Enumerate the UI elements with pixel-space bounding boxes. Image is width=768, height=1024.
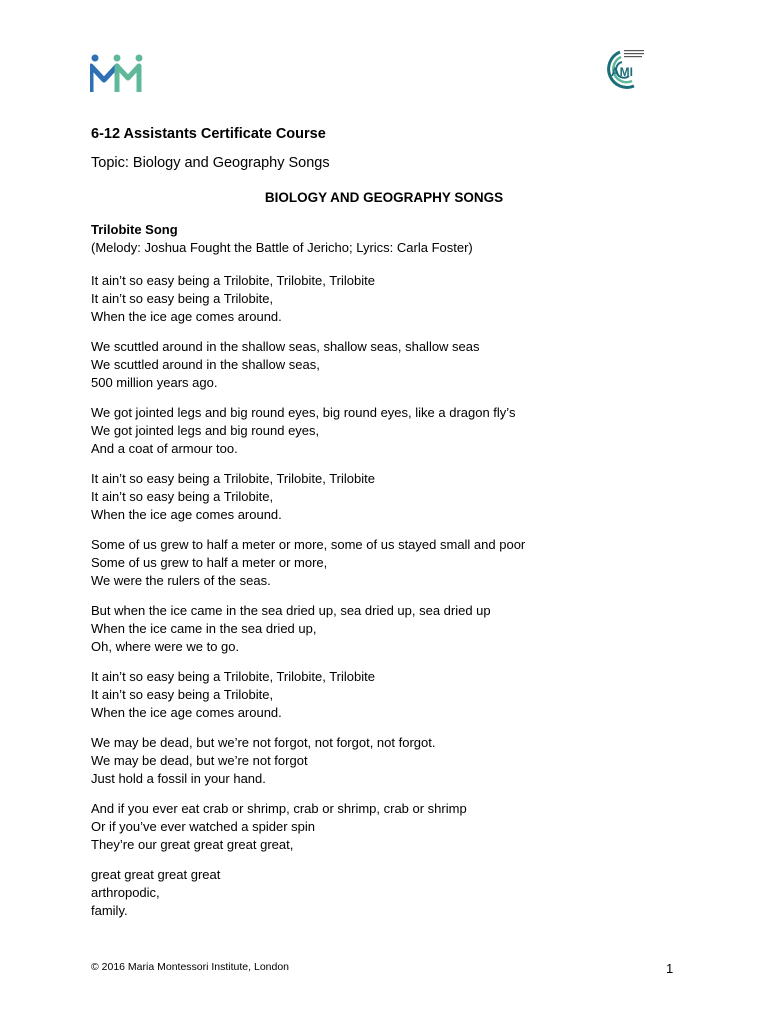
- footer-copyright: © 2016 Maria Montessori Institute, London: [91, 961, 290, 973]
- lyric-line: When the ice age comes around.: [91, 507, 282, 522]
- lyric-line: It ain’t so easy being a Trilobite,: [91, 291, 274, 306]
- lyric-line: And a coat of armour too.: [91, 441, 238, 456]
- song-intro: [91, 221, 691, 257]
- lyric-line: They’re our great great great great,: [91, 837, 294, 852]
- topic-line: Topic: Biology and Geography Songs: [91, 155, 330, 171]
- stanza: [91, 272, 691, 326]
- lyric-line: When the ice age comes around.: [91, 309, 282, 324]
- lyric-line: great great great great: [91, 867, 221, 882]
- lyric-line: We got jointed legs and big round eyes,: [91, 423, 320, 438]
- lyric-line: Some of us grew to half a meter or more, some of us stayed small and poor: [91, 537, 526, 552]
- lyric-line: Or if you’ve ever watched a spider spin: [91, 819, 315, 834]
- stanza: [91, 338, 691, 392]
- stanza: [91, 602, 691, 656]
- stanza: [91, 800, 691, 854]
- song-title: Trilobite Song: [91, 222, 178, 237]
- stanza: [91, 734, 691, 788]
- mmi-logo: [90, 54, 144, 94]
- ami-logo-text: AMI: [611, 65, 633, 79]
- lyric-line: 500 million years ago.: [91, 375, 218, 390]
- lyric-line: It ain’t so easy being a Trilobite, Trilobite, Trilobite: [91, 273, 375, 288]
- lyric-line: It ain’t so easy being a Trilobite, Trilobite, Trilobite: [91, 669, 375, 684]
- song-credits: (Melody: Joshua Fought the Battle of Jericho; Lyrics: Carla Foster): [91, 240, 473, 255]
- stanza: [91, 668, 691, 722]
- lyric-line: It ain’t so easy being a Trilobite, Trilobite, Trilobite: [91, 471, 375, 486]
- lyric-line: family.: [91, 903, 128, 918]
- stanza: [91, 470, 691, 524]
- lyric-line: We scuttled around in the shallow seas,: [91, 357, 320, 372]
- stanza: [91, 404, 691, 458]
- lyric-line: And if you ever eat crab or shrimp, crab or shrimp, crab or shrimp: [91, 801, 467, 816]
- lyric-line: It ain’t so easy being a Trilobite,: [91, 687, 274, 702]
- lyric-line: We scuttled around in the shallow seas, shallow seas, shallow seas: [91, 339, 480, 354]
- page-number: 1: [666, 961, 674, 976]
- lyric-line: When the ice came in the sea dried up,: [91, 621, 317, 636]
- lyric-line: arthropodic,: [91, 885, 160, 900]
- lyric-line: When the ice age comes around.: [91, 705, 282, 720]
- ami-logo: [594, 46, 652, 94]
- song-body: [91, 221, 691, 932]
- stanza: [91, 536, 691, 590]
- lyric-line: We may be dead, but we’re not forgot, not forgot, not forgot.: [91, 735, 436, 750]
- course-title: 6-12 Assistants Certificate Course: [91, 126, 326, 142]
- document-heading: BIOLOGY AND GEOGRAPHY SONGS: [264, 190, 504, 205]
- lyric-line: We got jointed legs and big round eyes, big round eyes, like a dragon fly’s: [91, 405, 516, 420]
- lyric-line: We may be dead, but we’re not forgot: [91, 753, 308, 768]
- lyric-line: Oh, where were we to go.: [91, 639, 240, 654]
- lyric-line: Just hold a fossil in your hand.: [91, 771, 266, 786]
- lyric-line: We were the rulers of the seas.: [91, 573, 271, 588]
- lyric-line: But when the ice came in the sea dried up, sea dried up, sea dried up: [91, 603, 491, 618]
- lyric-line: Some of us grew to half a meter or more,: [91, 555, 328, 570]
- stanza: [91, 866, 691, 920]
- lyric-line: It ain’t so easy being a Trilobite,: [91, 489, 274, 504]
